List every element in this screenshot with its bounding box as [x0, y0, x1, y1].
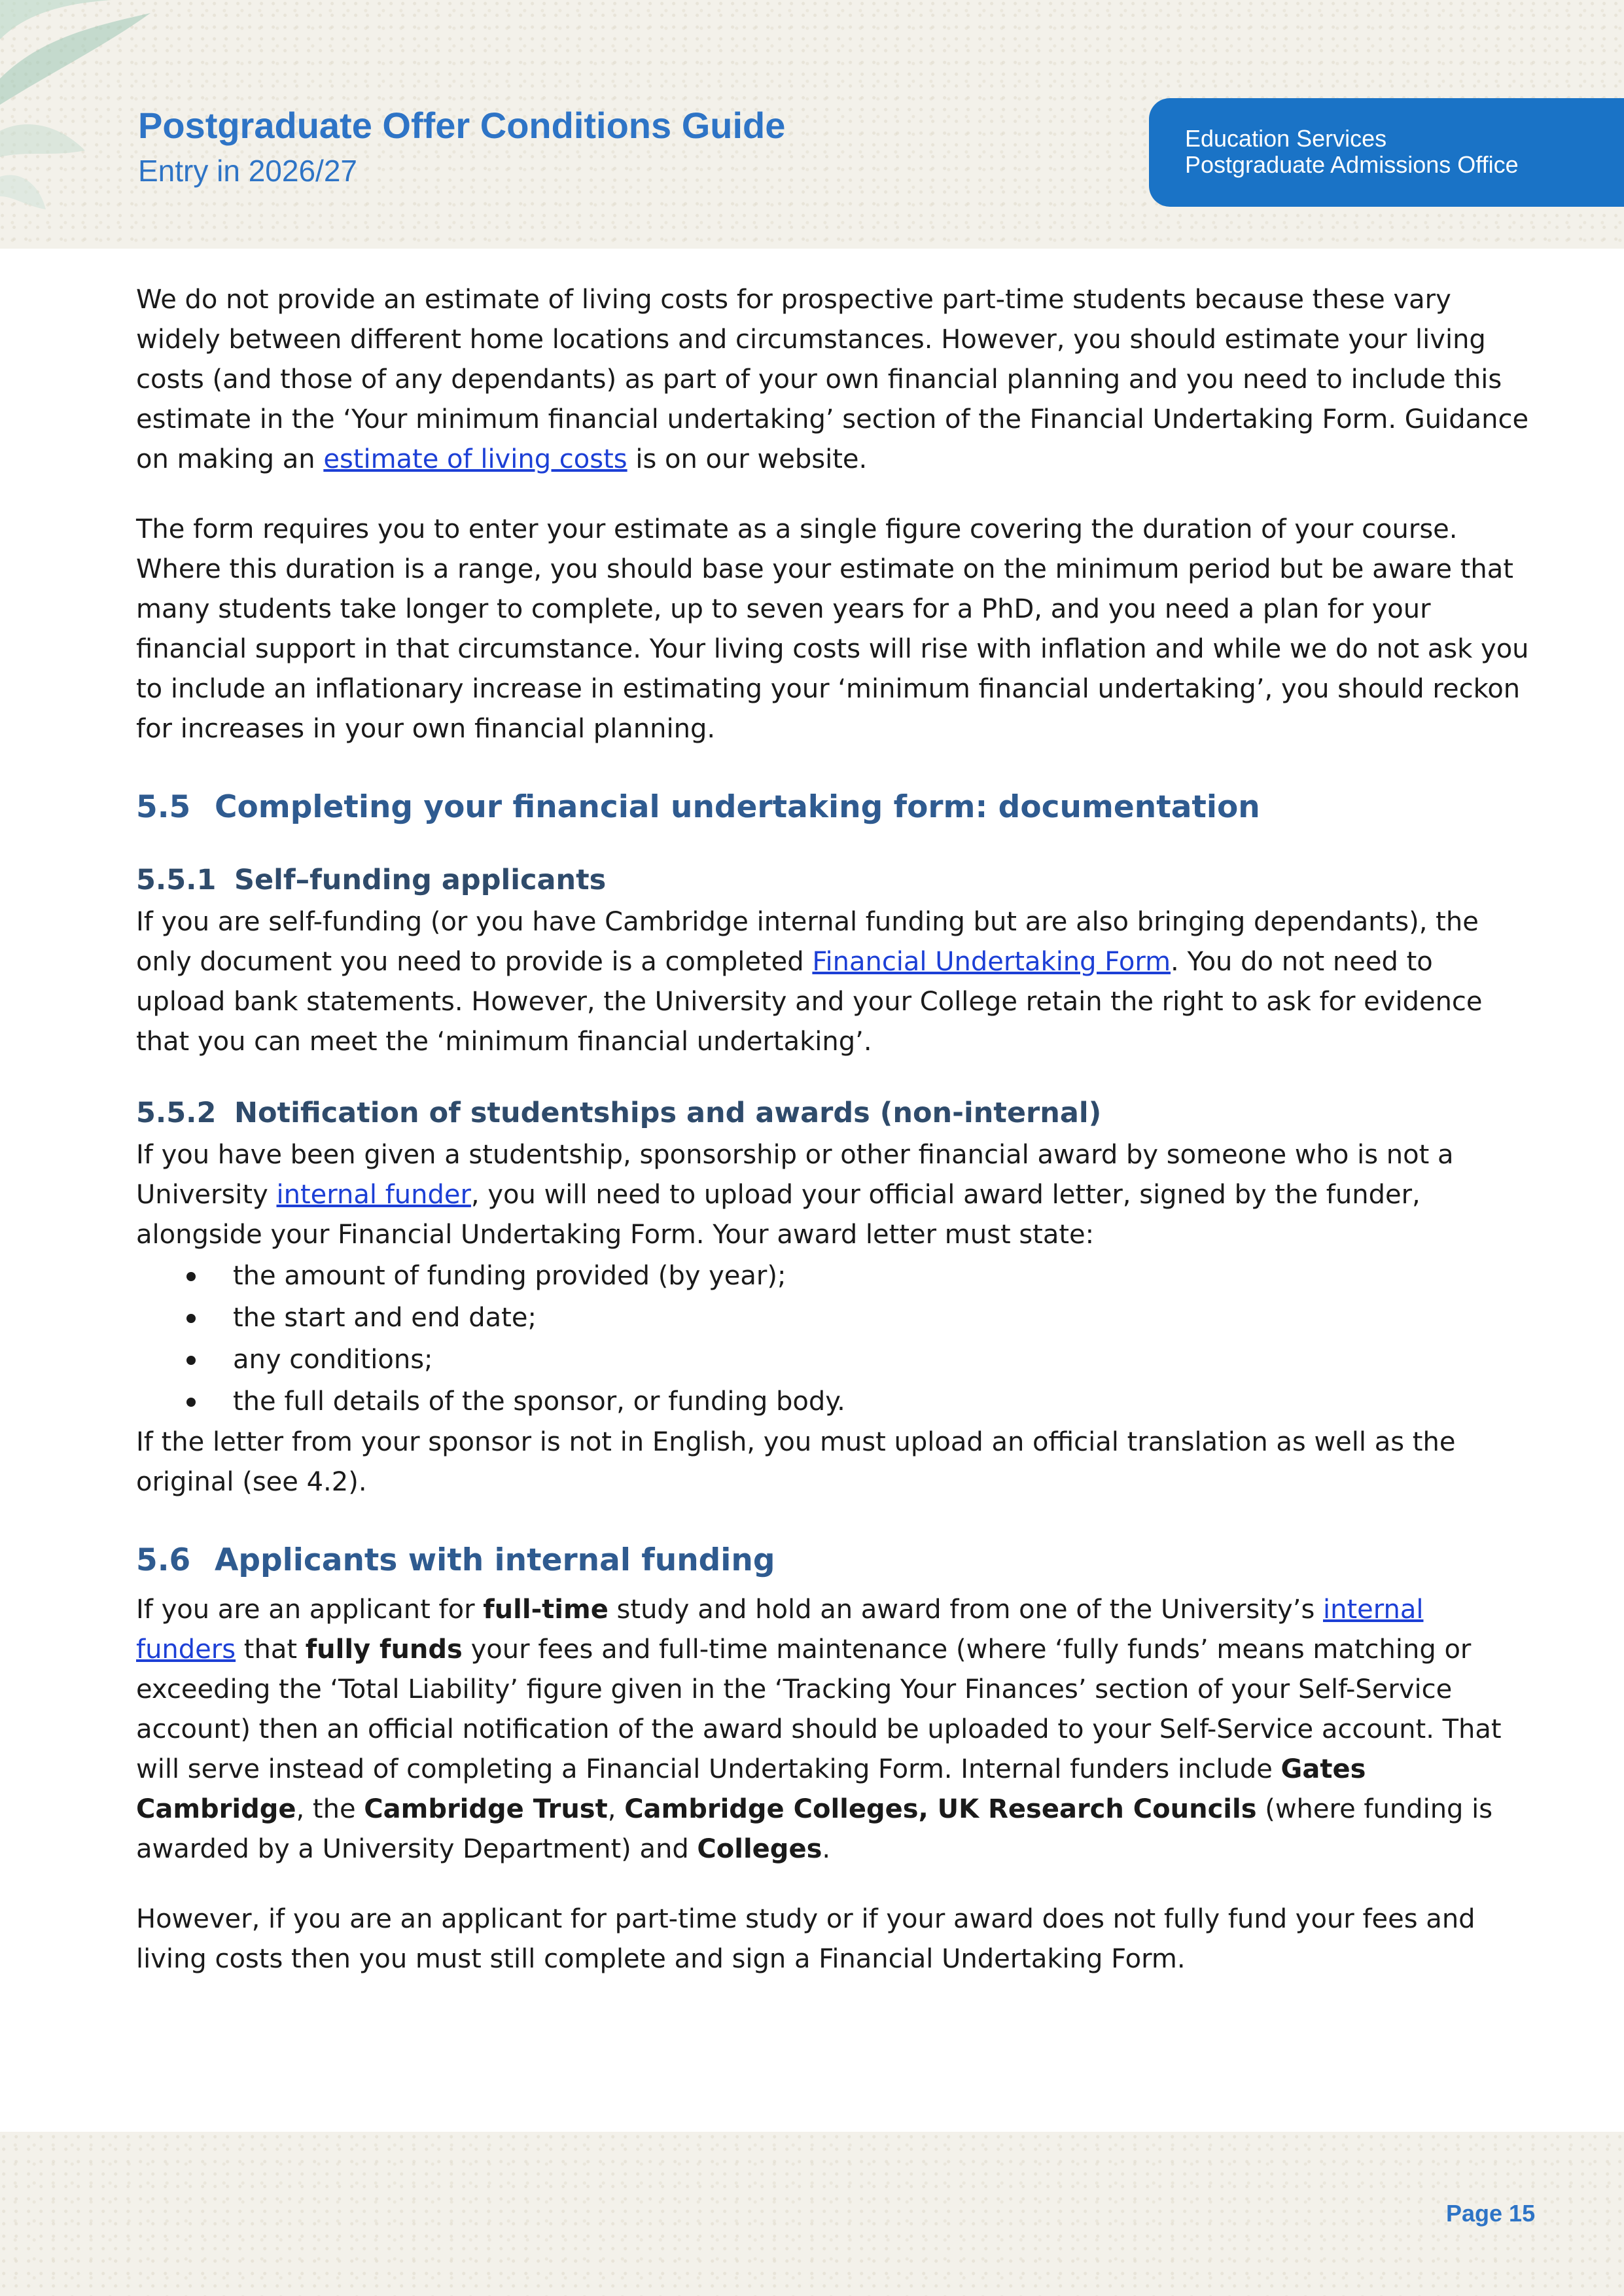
- part-time-paragraph: However, if you are an applicant for part-time study or if your award does not fully fund your fees and living costs then you must still complete and sign a Financial Undertaking Form.: [136, 1904, 1475, 1974]
- translation-paragraph: If the letter from your sponsor is not in English, you must upload an official translation as well as the original (see 4.2).: [136, 1427, 1456, 1497]
- internal-funding-paragraph: [136, 1590, 1530, 1869]
- list-item: the amount of funding provided (by year);: [136, 1255, 1530, 1297]
- bold-text: fully funds: [305, 1634, 463, 1665]
- page-footer: [0, 2132, 1624, 2296]
- intro-paragraph-living-costs: [136, 280, 1530, 480]
- list-item: the start and end date;: [136, 1297, 1530, 1339]
- text-run: (where funding is awarded by a University Department) and: [136, 1794, 1493, 1864]
- bold-text: Colleges: [697, 1834, 822, 1864]
- bold-text: full-time: [483, 1595, 609, 1625]
- text-run: If you are an applicant for: [136, 1595, 484, 1625]
- section-5-6-heading: [136, 1539, 1530, 1582]
- section-title: Applicants with internal funding: [215, 1542, 775, 1578]
- section-number: 5.6: [136, 1542, 191, 1578]
- page-header: [0, 0, 1624, 249]
- office-badge: [1149, 98, 1624, 207]
- list-item: any conditions;: [136, 1339, 1530, 1381]
- bold-text: Cambridge Trust: [364, 1794, 608, 1824]
- bold-text: Gates Cambridge: [136, 1754, 1366, 1824]
- text-run: ,: [607, 1794, 625, 1824]
- intro-paragraph-form-duration: The form requires you to enter your estimate as a single figure covering the duration of your course. Where this duration is a range, you should base your estimate on the minimum period but be aware that many students take longer to complete, up to seven years for a PhD, and you need a plan for your financial support in that circumstance. Your living costs will rise with inflation and while we do not ask you to include an inflationary increase in estimating your ‘minimum financial undertaking’, you should reckon for increases in your own financial planning.: [136, 514, 1529, 744]
- financial-undertaking-form-link[interactable]: Financial Undertaking Form: [812, 947, 1171, 977]
- section-number: 5.5: [136, 789, 191, 825]
- section-title: Completing your financial undertaking form: documentation: [215, 789, 1260, 825]
- text-run: study and hold an award from one of the University’s: [608, 1595, 1323, 1625]
- text-run: .: [822, 1834, 831, 1864]
- award-letter-requirements-list: [136, 1255, 1530, 1422]
- internal-funder-link[interactable]: internal funder: [276, 1180, 471, 1210]
- text-run: , the: [296, 1794, 364, 1824]
- section-5-5-2-heading: [136, 1093, 1530, 1133]
- bold-text: Cambridge Colleges, UK Research Councils: [624, 1794, 1257, 1824]
- section-number: 5.5.2: [136, 1097, 217, 1129]
- section-5-5-1-heading: [136, 860, 1530, 900]
- list-item: the full details of the sponsor, or funding body.: [136, 1381, 1530, 1422]
- section-title: Notification of studentships and awards (non-internal): [234, 1097, 1102, 1129]
- document-title: Postgraduate Offer Conditions Guide: [138, 105, 786, 146]
- text-run: your fees and full-time maintenance (where ‘fully funds’ means matching or exceeding the ‘Total Liability’ figure given in the ‘Tracking Your Finances’ section of your Self-Service account) then an official notification of the award should be uploaded to your Self-Service account. That will serve instead of completing a Financial Undertaking Form. Internal funders include: [136, 1634, 1502, 1784]
- text-run: We do not provide an estimate of living costs for prospective part-time students because these vary widely between different home locations and circumstances. However, you should estimate your living costs (and those of any dependants) as part of your own financial planning and you need to include this estimate in the ‘Your minimum financial undertaking’ section of the Financial Undertaking Form. Guidance on making an: [136, 285, 1529, 474]
- section-5-5-heading: [136, 786, 1530, 829]
- text-run: that: [236, 1634, 306, 1665]
- text-run: is on our website.: [627, 444, 868, 474]
- internal-funders-link[interactable]: internal funders: [136, 1595, 1424, 1665]
- text-run: If you are self-funding (or you have Cambridge internal funding but are also bringing dependants), the only document you need to provide is a completed: [136, 907, 1479, 977]
- office-line-office: Postgraduate Admissions Office: [1185, 151, 1519, 178]
- office-line-department: Education Services: [1185, 125, 1387, 152]
- page-number: Page 15: [1446, 2200, 1536, 2227]
- document-subtitle: Entry in 2026/27: [138, 154, 358, 188]
- text-run: , you will need to upload your official award letter, signed by the funder, alongside your Financial Undertaking Form. Your award letter must state:: [136, 1180, 1421, 1250]
- page-content: [136, 280, 1530, 1979]
- section-title: Self–funding applicants: [234, 864, 607, 896]
- text-run: . You do not need to upload bank statements. However, the University and your College retain the right to ask for evidence that you can meet the ‘minimum financial undertaking’.: [136, 947, 1483, 1057]
- text-run: If you have been given a studentship, sponsorship or other financial award by someone who is not a University: [136, 1140, 1454, 1210]
- studentships-paragraph: [136, 1135, 1530, 1255]
- self-funding-paragraph: [136, 902, 1530, 1062]
- section-number: 5.5.1: [136, 864, 217, 896]
- estimate-of-living-costs-link[interactable]: estimate of living costs: [323, 444, 627, 474]
